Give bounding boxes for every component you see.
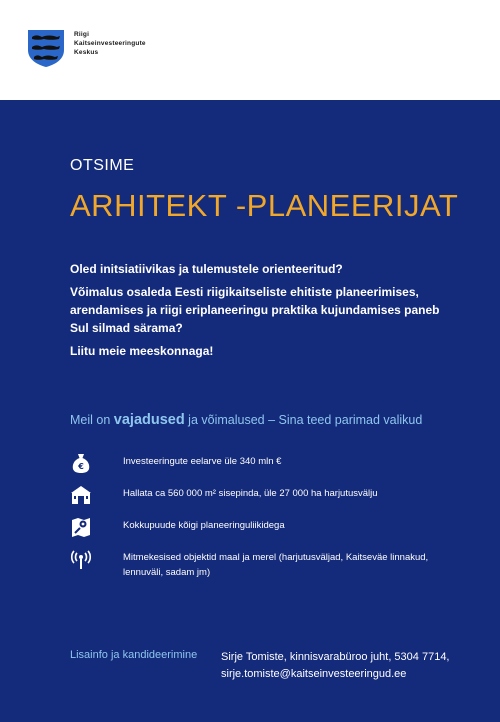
contact-email[interactable]: sirje.tomiste@kaitseinvesteeringud.ee [221,668,407,680]
kicker: OTSIME [70,157,135,174]
benefit-text: Hallata ca 560 000 m² sisepinda, üle 27 000 ha harjutusvälju [123,488,378,499]
map-pin-icon [70,516,92,538]
benefits-heading-part-2: ja võimalused – Sina teed parimad valikud [184,413,423,427]
svg-text:€: € [78,462,84,471]
page-title: ARHITEKT -PLANEERIJAT [70,188,459,223]
intro-call-to-action: Liitu meie meeskonnaga! [70,344,214,358]
logo-line-2: Kaitseinvesteeringute [74,40,146,47]
money-bag-icon [70,452,92,474]
logo-line-1: Riigi [74,31,90,38]
content-panel [0,100,500,722]
benefits-heading-part-1: Meil on [70,413,114,427]
contact-info [221,649,481,683]
intro-opportunity: Võimalus osaleda Eesti riigikaitseliste ehitiste planeerimises, arendamises ja riigi eriplaneeringu praktika kujundamises paneb Sul silmad särama? [70,285,440,335]
intro [70,260,460,365]
benefit-text: Mitmekesised objektid maal ja merel (harjutusväljad, Kaitseväe linnakud, lennuväli, sadam jm) [123,552,429,578]
contact-person: Sirje Tomiste, kinnisvarabüroo juht, 5304 7714, [221,651,450,663]
logo-text [74,30,146,57]
header [0,0,500,100]
coat-of-arms-icon [26,28,66,68]
intro-question: Oled initsiatiivikas ja tulemustele orienteeritud? [70,262,343,276]
benefit-text: Investeeringute eelarve üle 340 mln € [123,456,282,467]
antenna-icon [70,548,92,570]
benefit-text: Kokkupuude kõigi planeeringuliikidega [123,520,285,531]
benefits-heading [70,412,422,428]
logo-line-3: Keskus [74,49,99,56]
building-icon [70,484,92,506]
contact-label: Lisainfo ja kandideerimine [70,649,198,661]
benefits-heading-emphasis: vajadused [113,412,185,428]
